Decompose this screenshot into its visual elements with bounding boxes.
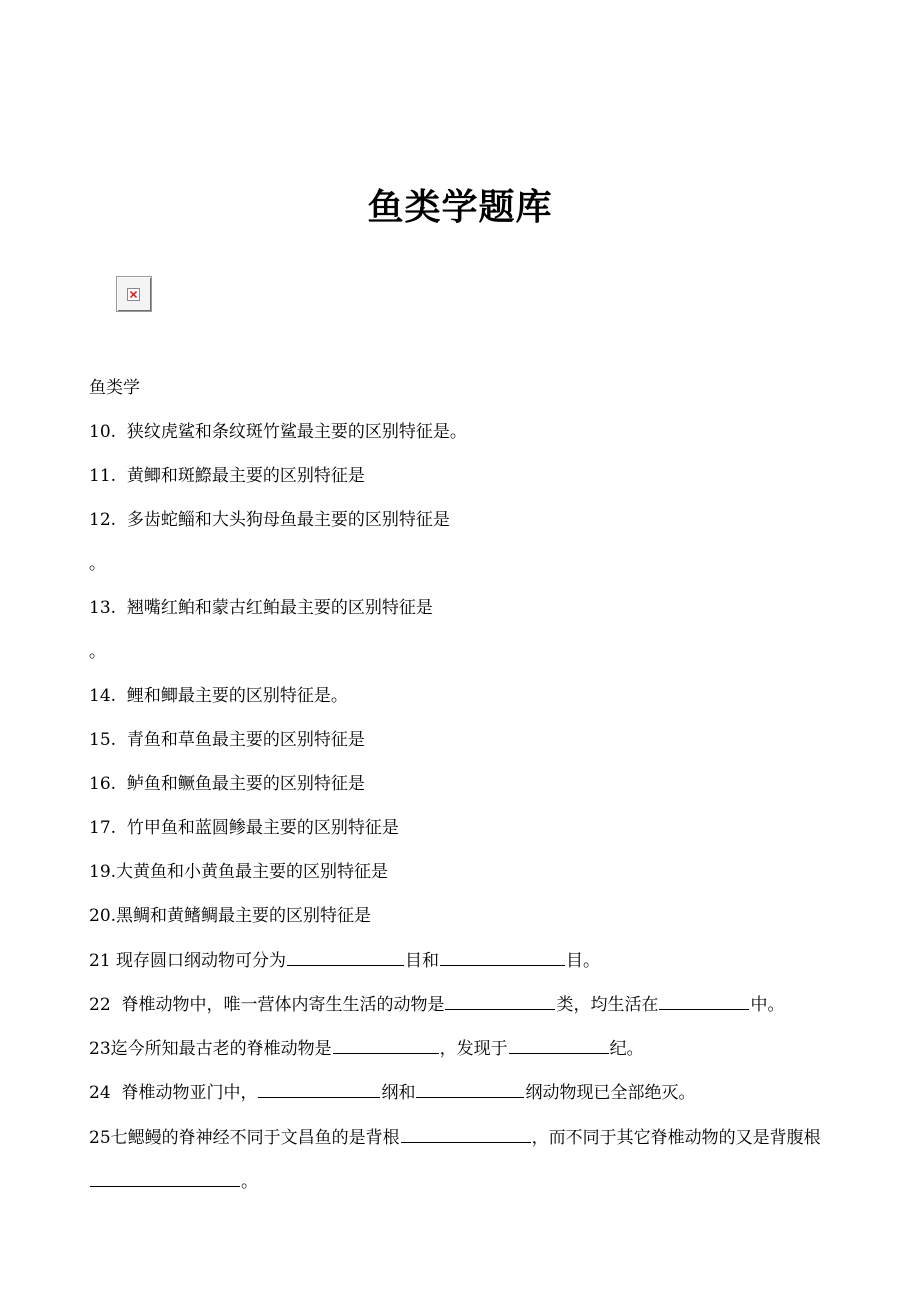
question-text: 鲈鱼和鳜鱼最主要的区别特征是: [126, 774, 365, 794]
question-number: 15.: [89, 730, 117, 750]
question-number: 19.: [89, 862, 117, 882]
section-label: 鱼类学: [89, 378, 140, 398]
question-text: 目。: [566, 951, 601, 971]
answer-blank[interactable]: [659, 992, 749, 1010]
fill-blank-22: [89, 992, 849, 1017]
question-text: 黄鲫和斑鰶最主要的区别特征是: [126, 466, 365, 486]
question-12-continuation: 。: [89, 554, 106, 574]
question-15: [89, 728, 849, 752]
question-number: 13.: [89, 598, 117, 618]
question-text: 大黄鱼和小黄鱼最主要的区别特征是: [116, 862, 389, 882]
question-text: 纲和: [381, 1083, 416, 1103]
question-number: 14.: [89, 686, 117, 706]
answer-blank[interactable]: [445, 992, 555, 1010]
question-text: 纪。: [609, 1039, 644, 1059]
question-text: 七鳃鳗的脊神经不同于文昌鱼的是背根: [110, 1128, 400, 1148]
document-title: 鱼类学题库: [367, 187, 553, 228]
question-text: ，发现于: [439, 1039, 508, 1059]
question-13-continuation: 。: [89, 642, 106, 662]
question-text: 青鱼和草鱼最主要的区别特征是: [126, 730, 365, 750]
question-text: 黑鲷和黄鳍鲷最主要的区别特征是: [116, 906, 372, 926]
question-17: [89, 816, 849, 840]
question-number: 23: [89, 1039, 111, 1059]
question-text: 迄今所知最古老的脊椎动物是: [110, 1039, 332, 1059]
question-number: 17.: [89, 818, 117, 838]
answer-blank[interactable]: [401, 1125, 531, 1143]
question-11: [89, 464, 849, 488]
question-13: [89, 596, 849, 620]
fill-blank-23: [89, 1036, 849, 1061]
answer-blank[interactable]: [287, 948, 404, 966]
question-text: 纲动物现已全部绝灭。: [525, 1083, 696, 1103]
question-number: 12.: [89, 510, 117, 530]
question-text: ，而不同于其它脊椎动物的又是背腹根: [531, 1128, 821, 1148]
answer-blank[interactable]: [440, 948, 565, 966]
question-text: 狭纹虎鲨和条纹斑竹鲨最主要的区别特征是。: [126, 422, 467, 442]
fill-blank-24: [89, 1080, 849, 1105]
question-text: 鲤和鲫最主要的区别特征是。: [126, 686, 348, 706]
answer-blank[interactable]: [333, 1036, 439, 1054]
question-number: 25: [89, 1128, 111, 1148]
question-text: 脊椎动物中，唯一营体内寄生生活的动物是: [121, 995, 445, 1015]
fill-blank-21: [89, 948, 849, 973]
answer-blank[interactable]: [416, 1080, 524, 1098]
question-number: 21: [89, 951, 111, 971]
question-text: 中。: [750, 995, 785, 1015]
question-text: 目和: [405, 951, 440, 971]
answer-blank[interactable]: [258, 1080, 380, 1098]
question-19: [89, 860, 849, 884]
question-number: 16.: [89, 774, 117, 794]
question-number: 10.: [89, 422, 117, 442]
answer-blank[interactable]: [90, 1169, 240, 1187]
question-text: 现存圆口纲动物可分为: [116, 951, 287, 971]
question-12: [89, 508, 849, 532]
question-text: 。: [241, 1172, 258, 1192]
question-16: [89, 772, 849, 796]
question-number: 24: [89, 1083, 111, 1103]
question-text: 翘嘴红鲌和蒙古红鲌最主要的区别特征是: [126, 598, 433, 618]
broken-image-icon: [116, 276, 152, 312]
question-number: 20.: [89, 906, 117, 926]
question-10: [89, 420, 849, 444]
question-text: 脊椎动物亚门中，: [121, 1083, 258, 1103]
question-number: 11.: [89, 466, 117, 486]
fill-blank-25: [89, 1116, 849, 1204]
question-text: 类，均生活在: [556, 995, 659, 1015]
answer-blank[interactable]: [509, 1036, 609, 1054]
question-text: 多齿蛇鲻和大头狗母鱼最主要的区别特征是: [126, 510, 450, 530]
question-14: [89, 684, 849, 708]
question-20: [89, 904, 849, 928]
question-text: 竹甲鱼和蓝圆鲹最主要的区别特征是: [126, 818, 399, 838]
question-number: 22: [89, 995, 111, 1015]
